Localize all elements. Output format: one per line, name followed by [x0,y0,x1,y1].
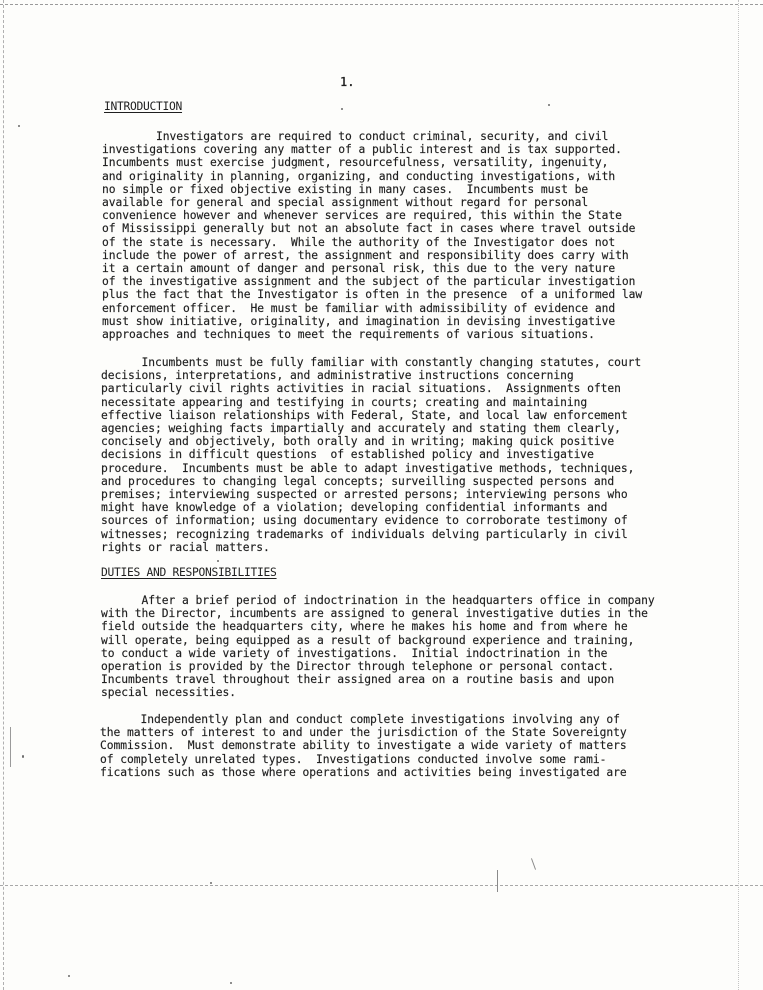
scan-speck [341,108,343,110]
scan-speck [68,975,70,977]
duties-paragraph-2: Independently plan and conduct complete investigations involving any of the matters of interest to and under the jurisdiction of the State Sovereignty Commission. Must demonstrate ability to investigate a wide variety of matters of completely unrelated types. Investigations conducted involve some rami- fications such as those where operations and activities being investigated are [100,713,627,779]
page-number: 1. [340,75,355,89]
scan-speck [217,560,219,562]
scan-edge-top [0,4,763,5]
scan-edge-left [3,0,4,990]
scan-edge-right [738,0,739,990]
duties-heading: DUTIES AND RESPONSIBILITIES [101,566,277,579]
introduction-paragraph-1: Investigators are required to conduct criminal, security, and civil investigations covering any matter of a public interest and is tax supported. Incumbents must exercise judgment, resourcefulness, versatility, ingenuity, and originality in planning, organizing, and conducting investigations, with no simple or fixed objective existing in many cases. Incumbents must be available for general and special assignment without regard for personal convenience however and whenever services are required, this within the State of Mississippi generally but not an absolute fact in cases where travel outside of the state is necessary. While the authority of the Investigator does not include the power of arrest, the assignment and responsibility does carry with it a certain amount of danger and personal risk, this due to the very nature of the investigative assignment and the subject of the particular investigation plus the fact that the Investigator is often in the presence of a uniformed law enforcement officer. He must be familiar with admissibility of evidence and must show initiative, originality, and imagination in devising investigative approaches and techniques to meet the requirements of various situations. [102,130,643,342]
scan-speck [230,982,232,984]
scan-speck [18,125,20,127]
scan-mark [531,858,536,870]
scan-edge-bottom [0,885,763,886]
scan-mark [497,870,498,892]
scan-mark [10,727,11,767]
scan-speck [210,882,212,884]
duties-paragraph-1: After a brief period of indoctrination in the headquarters office in company with the Director, incumbents are assigned to general investigative duties in the field outside the headquarters city, where he makes his home and from where he will operate, being equipped as a result of background experience and training, to conduct a wide variety of investigations. Initial indoctrination in the operation is provided by the Director through telephone or personal contact. Incumbents travel throughout their assigned area on a routine basis and upon special necessities. [101,594,655,700]
introduction-heading: INTRODUCTION [104,100,183,113]
scan-speck [22,755,24,758]
introduction-paragraph-2: Incumbents must be fully familiar with constantly changing statutes, court decisions, interpretations, and administrative instructions concerning particularly civil rights activities in racial situations. Assignments often necessitate appearing and testifying in courts; creating and maintaining effective liaison relationships with Federal, State, and local law enforcement agencies; weighing facts impartially and accurately and stating them clearly, concisely and objectively, both orally and in writing; making quick positive decisions in difficult questions of established policy and investigative procedure. Incumbents must be able to adapt investigative methods, techniques, and procedures to changing legal concepts; surveilling suspected persons and premises; interviewing suspected or arrested persons; interviewing persons who might have knowledge of a violation; developing confidential informants and sources of information; using documentary evidence to corroborate testimony of witnesses; recognizing trademarks of individuals delving particularly in civil rights or racial matters. [101,356,642,554]
scan-speck [548,104,550,106]
